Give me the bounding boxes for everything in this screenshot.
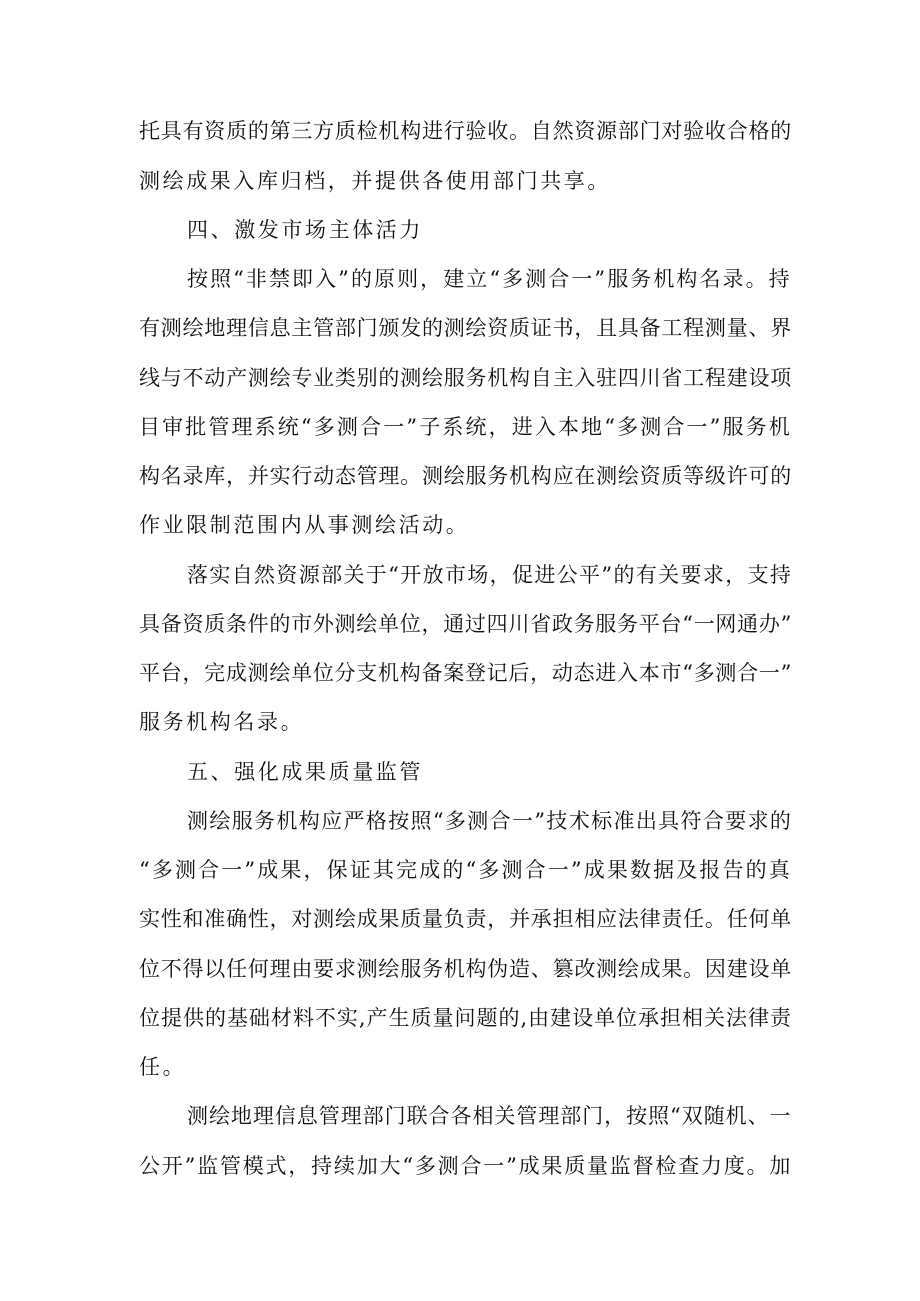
- paragraph-start-line: 测绘服务机构应严格按照“多测合一”技术标准出具符合要求的: [187, 809, 793, 833]
- section-heading: 四、激发市场主体活力: [187, 218, 423, 242]
- body-text-line: 服务机构名录。: [139, 710, 305, 734]
- body-text-line: 平台，完成测绘单位分支机构备案登记后，动态进入本市“多测合一”: [139, 661, 793, 685]
- body-text-line: 目审批管理系统“多测合一”子系统，进入本地“多测合一”服务机: [139, 415, 792, 439]
- paragraph-start-line: 测绘地理信息管理部门联合各相关管理部门，按照“双随机、一: [187, 1104, 792, 1128]
- body-text-line: 测绘成果入库归档，并提供各使用部门共享。: [139, 169, 611, 193]
- body-text-line: 作业限制范围内从事测绘活动。: [139, 513, 470, 537]
- paragraph-start-line: 按照“非禁即入”的原则，建立“多测合一”服务机构名录。持: [187, 267, 792, 291]
- body-text-line: 线与不动产测绘专业类别的测绘服务机构自主入驻四川省工程建设项: [139, 366, 792, 390]
- body-text-line: 实性和准确性，对测绘成果质量负责，并承担相应法律责任。任何单: [139, 907, 792, 931]
- section-heading: 五、强化成果质量监管: [187, 760, 423, 784]
- body-text-line: “多测合一”成果，保证其完成的“多测合一”成果数据及报告的真: [139, 858, 792, 882]
- body-text-line: 构名录库，并实行动态管理。测绘服务机构应在测绘资质等级许可的: [139, 464, 792, 488]
- body-text-line: 托具有资质的第三方质检机构进行验收。自然资源部门对验收合格的: [139, 119, 792, 143]
- paragraph-start-line: 落实自然资源部关于“开放市场，促进公平”的有关要求，支持: [187, 563, 793, 587]
- body-text-line: 任。: [139, 1055, 187, 1079]
- body-text-line: 公开”监管模式，持续加大“多测合一”成果质量监督检查力度。加: [139, 1154, 793, 1178]
- body-text-line: 有测绘地理信息主管部门颁发的测绘资质证书，且具备工程测量、界: [139, 316, 792, 340]
- body-text-line: 位不得以任何理由要求测绘服务机构伪造、篡改测绘成果。因建设单: [139, 957, 792, 981]
- body-text-line: 位提供的基础材料不实,产生质量问题的,由建设单位承担相关法律责: [139, 1006, 792, 1030]
- body-text-line: 具备资质条件的市外测绘单位，通过四川省政务服务平台“一网通办”: [139, 612, 793, 636]
